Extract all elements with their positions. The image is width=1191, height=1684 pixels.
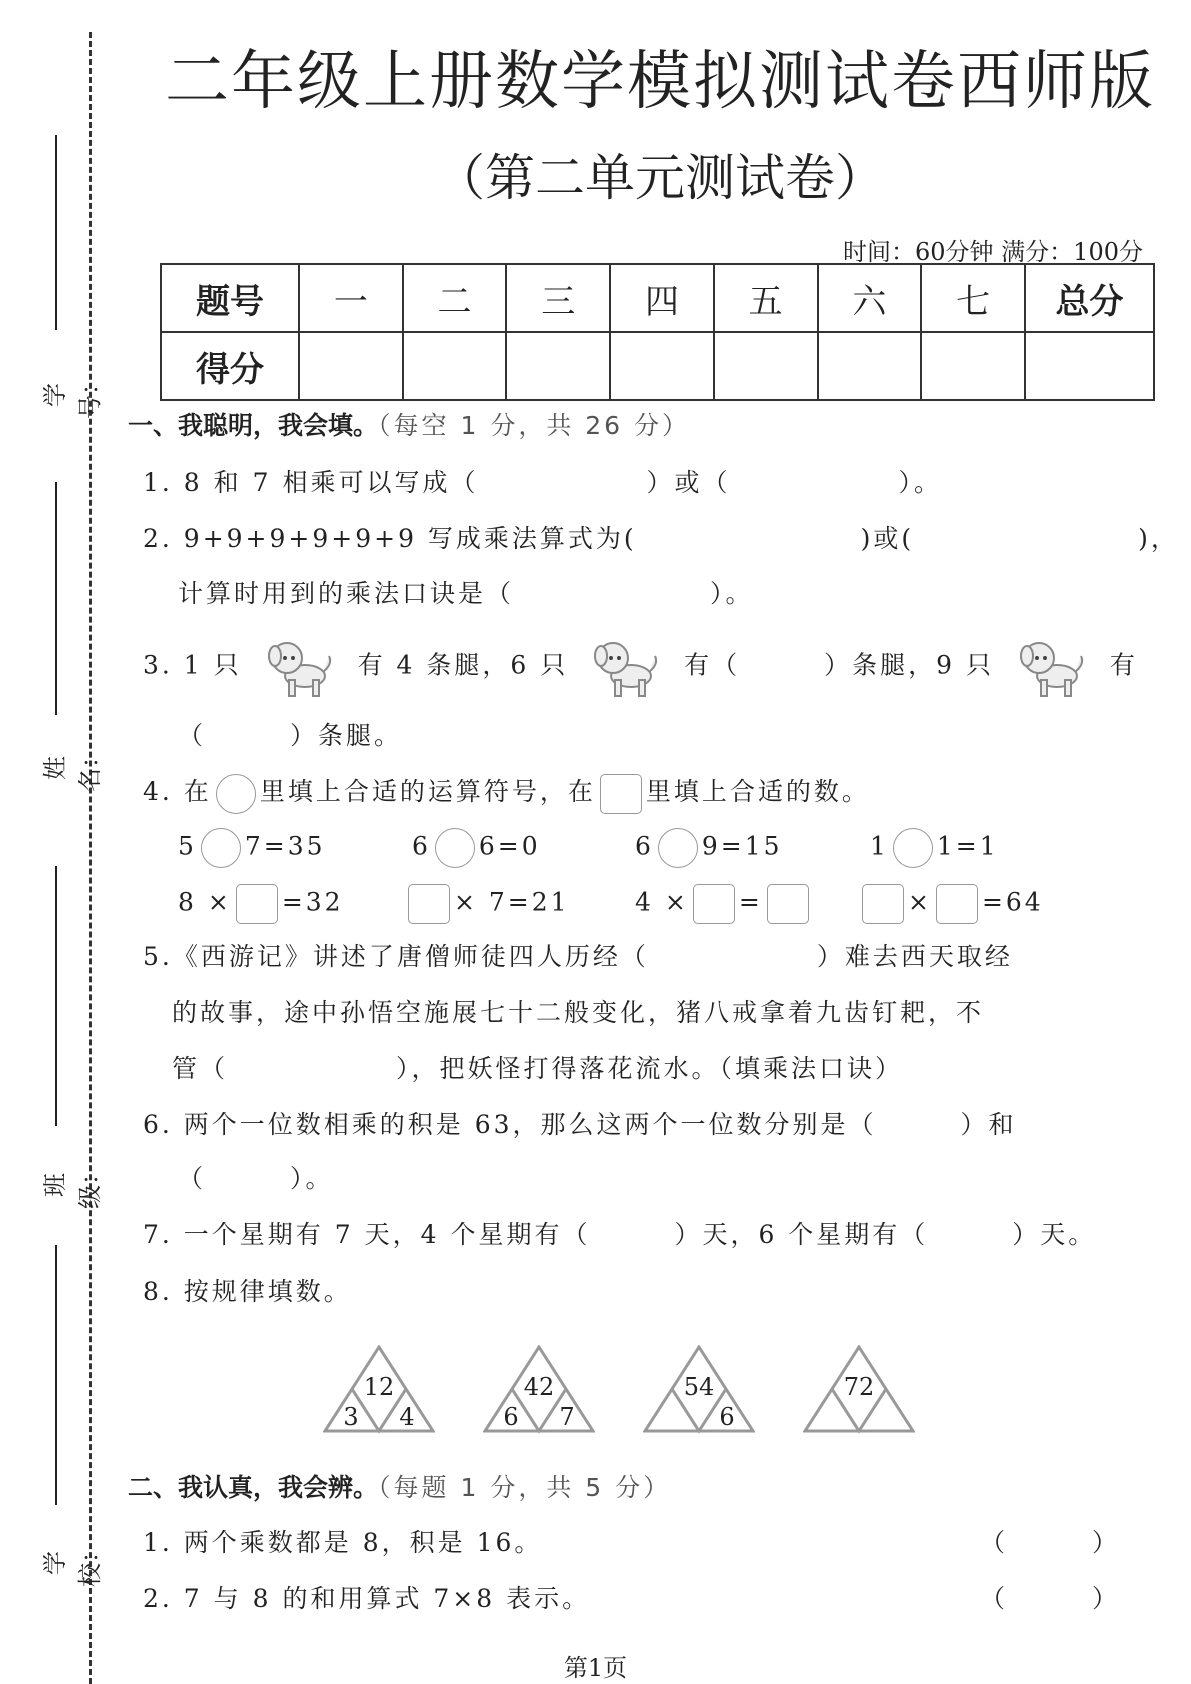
operand: 7=35 xyxy=(244,831,326,861)
question-2-cont: 计算时用到的乘法口诀是（ ）。 xyxy=(178,579,754,608)
score-row-label: 得分 xyxy=(161,332,299,400)
question-3 xyxy=(143,636,1138,698)
judge-question-1: 1. 两个乘数都是 8，积是 16。 xyxy=(143,1528,543,1557)
score-cell[interactable] xyxy=(403,332,507,400)
triangle-top-number: 42 xyxy=(523,1373,555,1401)
page-title: 二年级上册数学模拟测试卷西师版 xyxy=(165,45,1155,119)
score-cell[interactable] xyxy=(299,332,403,400)
header-cell: 题号 xyxy=(161,264,299,332)
score-table-header xyxy=(161,264,1154,332)
operand: 1 xyxy=(870,831,889,861)
header-cell: 七 xyxy=(921,264,1025,332)
circle-blank-icon xyxy=(216,774,256,814)
operand: 6 xyxy=(412,831,431,861)
class-line xyxy=(55,866,57,1126)
operand: 6 xyxy=(635,831,654,861)
score-cell[interactable] xyxy=(714,332,818,400)
triangle-top-number: 72 xyxy=(843,1373,875,1401)
triangle-top-number: 12 xyxy=(363,1373,395,1401)
question-1: 1. 8 和 7 相乘可以写成（ ）或（ ）。 xyxy=(143,468,942,497)
header-cell: 总分 xyxy=(1025,264,1154,332)
page-subtitle: （第二单元测试卷） xyxy=(435,149,885,207)
operand: 5 xyxy=(178,831,197,861)
class-label: 班级： xyxy=(41,1161,104,1209)
student-id-label: 学号： xyxy=(41,371,104,419)
question-3-cont: （ ）条腿。 xyxy=(178,721,403,750)
score-cell[interactable] xyxy=(1025,332,1154,400)
question-2: 2. 9+9+9+9+9+9 写成乘法算式为( )或( )， xyxy=(143,524,1179,553)
number-blank[interactable] xyxy=(236,884,278,924)
score-cell[interactable] xyxy=(921,332,1025,400)
operand: 6=0 xyxy=(478,831,541,861)
number-blank[interactable] xyxy=(936,884,978,924)
score-row xyxy=(161,332,1154,400)
q3-text: 有 4 条腿，6 只 xyxy=(357,650,569,680)
operand: 9=15 xyxy=(701,831,783,861)
triangle-right-number: 7 xyxy=(559,1403,575,1431)
judge-answer-1[interactable]: （ ） xyxy=(980,1528,1121,1557)
operand: 1=1 xyxy=(936,831,999,861)
operand: = xyxy=(738,887,763,917)
triangle-left-number: 6 xyxy=(503,1403,519,1431)
triangle-right-number: 6 xyxy=(719,1403,735,1431)
number-blank[interactable] xyxy=(767,884,809,924)
triangle-left-number: 3 xyxy=(343,1403,359,1431)
triangle-top-number: 54 xyxy=(683,1373,715,1401)
q4-equation xyxy=(870,828,999,868)
operand: × xyxy=(908,887,932,917)
number-blank[interactable] xyxy=(693,884,735,924)
header-cell: 二 xyxy=(403,264,507,332)
q4-equation xyxy=(404,884,570,924)
puppy-icon xyxy=(591,636,661,698)
triangle-puzzle xyxy=(323,1345,435,1435)
operator-blank[interactable] xyxy=(893,828,933,868)
triangle-right-number: 4 xyxy=(399,1403,415,1431)
triangle-puzzle xyxy=(643,1345,755,1435)
q3-text: 3. 1 只 xyxy=(143,650,242,680)
operator-blank[interactable] xyxy=(658,828,698,868)
puppy-icon xyxy=(1017,636,1087,698)
operator-blank[interactable] xyxy=(201,828,241,868)
q3-text: 有 xyxy=(1109,650,1138,680)
section2-title: 二、我认真，我会辨。 xyxy=(128,1473,379,1502)
q4-text: 里填上合适的数。 xyxy=(645,777,870,806)
header-cell: 五 xyxy=(714,264,818,332)
question-5: 5.《西游记》讲述了唐僧师徒四人历经（ ）难去西天取经 xyxy=(143,942,1013,971)
q4-text: 4. 在 xyxy=(143,777,212,806)
q4-equation xyxy=(412,828,541,868)
number-blank[interactable] xyxy=(862,884,904,924)
page-number: 第1页 xyxy=(563,1654,628,1682)
q3-text: 有（ ）条腿，9 只 xyxy=(684,650,994,680)
operand: 4 × xyxy=(635,887,689,917)
name-line xyxy=(55,482,57,715)
q4-equation xyxy=(178,884,344,924)
number-blank[interactable] xyxy=(408,884,450,924)
header-cell: 三 xyxy=(506,264,610,332)
square-blank-icon xyxy=(600,774,642,814)
score-cell[interactable] xyxy=(610,332,714,400)
score-cell[interactable] xyxy=(818,332,922,400)
exam-meta: 时间：60分钟 满分：100分 xyxy=(843,238,1143,266)
score-table xyxy=(160,263,1155,401)
question-4 xyxy=(143,772,870,814)
q4-equation xyxy=(858,884,1044,924)
section1-heading xyxy=(128,406,690,442)
q4-equation xyxy=(635,884,813,924)
question-6: 6. 两个一位数相乘的积是 63，那么这两个一位数分别是（ ）和 xyxy=(143,1110,1017,1139)
operator-blank[interactable] xyxy=(435,828,475,868)
header-cell: 六 xyxy=(818,264,922,332)
section2-note: （每题 1 分，共 5 分） xyxy=(378,1473,672,1502)
triangle-puzzle xyxy=(803,1345,915,1435)
school-line xyxy=(55,1245,57,1505)
judge-question-2: 2. 7 与 8 的和用算式 7×8 表示。 xyxy=(143,1584,591,1613)
question-5-cont: 管（ ），把妖怪打得落花流水。（填乘法口诀） xyxy=(172,1054,904,1083)
section1-title: 一、我聪明，我会填。 xyxy=(128,411,379,440)
puppy-icon xyxy=(265,636,335,698)
header-cell: 一 xyxy=(299,264,403,332)
operand: =32 xyxy=(281,887,344,917)
q4-equation xyxy=(178,828,326,868)
binding-dashed-line xyxy=(89,32,92,1684)
judge-answer-2[interactable]: （ ） xyxy=(980,1584,1121,1613)
operand: × 7=21 xyxy=(454,887,570,917)
school-label: 学校： xyxy=(41,1539,104,1587)
operand: =64 xyxy=(981,887,1044,917)
section1-note: （每空 1 分，共 26 分） xyxy=(378,411,691,440)
q4-text: 里填上合适的运算符号，在 xyxy=(259,777,596,806)
question-6-cont: （ ）。 xyxy=(178,1164,334,1193)
name-label: 姓名： xyxy=(41,744,104,792)
question-8: 8. 按规律填数。 xyxy=(143,1277,352,1306)
operand: 8 × xyxy=(178,887,232,917)
q4-equation xyxy=(635,828,783,868)
section2-heading xyxy=(128,1468,671,1504)
score-cell[interactable] xyxy=(506,332,610,400)
question-5-cont: 的故事，途中孙悟空施展七十二般变化，猪八戒拿着九齿钉耙，不 xyxy=(172,998,985,1027)
question-7: 7. 一个星期有 7 天，4 个星期有（ ）天，6 个星期有（ ）天。 xyxy=(143,1220,1097,1249)
header-cell: 四 xyxy=(610,264,714,332)
triangle-puzzle xyxy=(483,1345,595,1435)
